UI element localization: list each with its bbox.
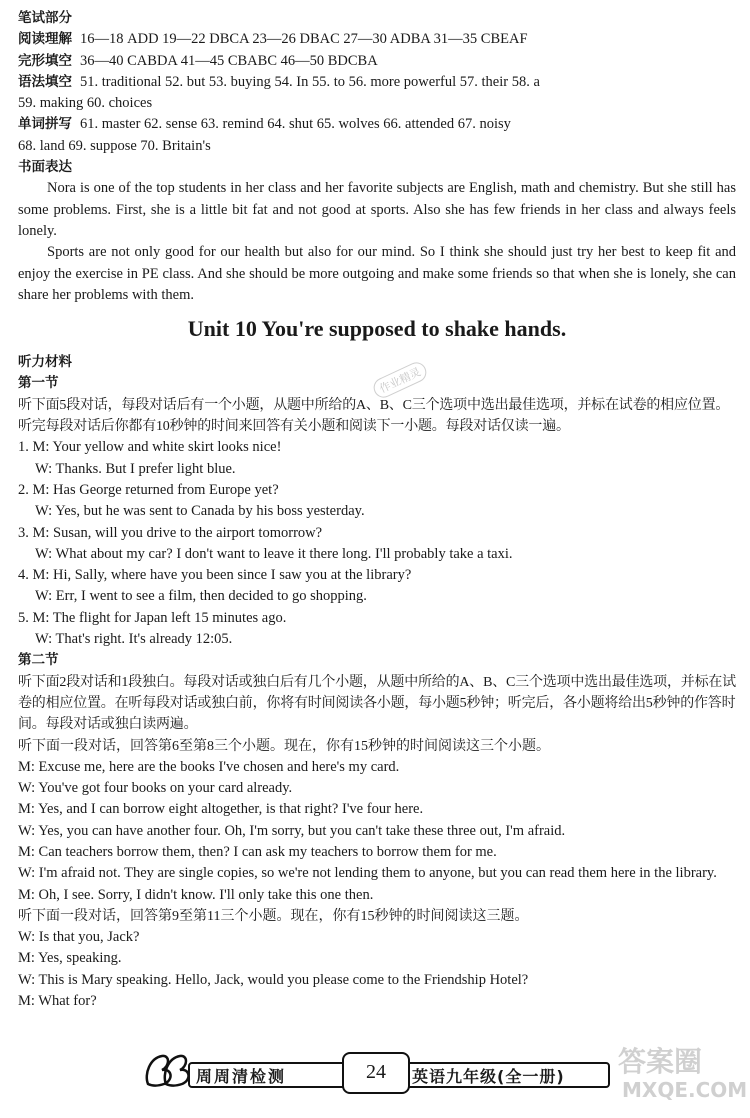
answer-row-reading	[18, 29, 736, 50]
listening-heading: 听力材料	[18, 354, 72, 371]
answer-label: 阅读理解	[18, 31, 72, 48]
watermark-answer-circle: 答案圈	[618, 1045, 703, 1078]
answer-text: 16—18 ADD 19—22 DBCA 23—26 DBAC 27—30 ADBA 31—35 CBEAF	[80, 31, 528, 48]
conv1-line: W: Yes, you can have another four. Oh, I'm sorry, but you can't take these three out, I'm afraid.	[18, 822, 566, 839]
conv1-line: W: You've got four books on your card already.	[18, 780, 293, 797]
dialogue-1-w: W: Thanks. But I prefer light blue.	[35, 460, 236, 477]
footer-series-title: 周周清检测	[196, 1067, 287, 1086]
unit-title: Unit 10 You're supposed to shake hands.	[187, 316, 567, 342]
answer-text: 51. traditional 52. but 53. buying 54. In 55. to 56. more powerful 57. their 58. a	[80, 73, 540, 90]
conv2-line: M: Yes, speaking.	[18, 950, 122, 967]
essay-paragraph: Nora is one of the top students in her class and her favorite subjects are English, math and chemistry. But she still has some problems. First, she is a little bit fat and not good at sports. Also she has few friends in her class and always feels lonely.	[18, 180, 736, 239]
dialogue-4-m: 4. M: Hi, Sally, where have you been since I saw you at the library?	[18, 567, 412, 584]
part1-instructions: 听下面5段对话，每段对话后有一个小题，从题中所给的A、B、C三个选项中选出最佳选项，并标在试卷的相应位置。听完每段对话后你都有10秒钟的时间来回答有关小题和阅读下一小题。每段对话仅读一遍。	[18, 397, 730, 435]
answer-row-grammar-cont: 59. making 60. choices	[18, 95, 153, 112]
answer-label: 语法填空	[18, 73, 72, 90]
answer-row-cloze	[18, 51, 736, 72]
page-content	[18, 8, 736, 1012]
page-number: 24	[366, 1061, 386, 1083]
conv1-line: M: Can teachers borrow them, then? I can ask my teachers to borrow them for me.	[18, 843, 497, 860]
conv1-line: W: I'm afraid not. They are single copies, so we're not lending them to anyone, but you can read them here in the library.	[18, 865, 717, 882]
conv2-line: W: This is Mary speaking. Hello, Jack, would you please come to the Friendship Hotel?	[18, 971, 529, 988]
answer-row-spelling-cont: 68. land 69. suppose 70. Britain's	[18, 137, 211, 154]
conv1-line: M: Yes, and I can borrow eight altogether, is that right? I've four here.	[18, 801, 424, 818]
dialogue-1-m: 1. M: Your yellow and white skirt looks nice!	[18, 439, 282, 456]
dialogue-5-w: W: That's right. It's already 12:05.	[35, 631, 233, 648]
conv2-line: M: What for?	[18, 993, 97, 1010]
dialogue-2-w: W: Yes, but he was sent to Canada by his boss yesterday.	[35, 503, 365, 520]
footer-book-title: 英语九年级(全一册)	[412, 1067, 565, 1086]
dialogue-2-m: 2. M: Has George returned from Europe yet?	[18, 481, 279, 498]
watermark-site: MXQE.COM	[622, 1078, 748, 1102]
section-written-heading: 笔试部分	[18, 10, 72, 26]
dialogue-5-m: 5. M: The flight for Japan left 15 minutes ago.	[18, 609, 287, 626]
answer-row-grammar	[18, 72, 736, 93]
answer-text: 61. master 62. sense 63. remind 64. shut 65. wolves 66. attended 67. noisy	[80, 116, 511, 133]
conv2-line: W: Is that you, Jack?	[18, 929, 140, 946]
answer-label: 单词拼写	[18, 116, 72, 133]
part2-heading: 第二节	[18, 652, 59, 669]
dialogue-3-m: 3. M: Susan, will you drive to the airport tomorrow?	[18, 524, 323, 541]
essay-paragraph: Sports are not only good for our health but also for our mind. So I think she should just try her best to keep fit and enjoy the exercise in PE class. And she should be more outgoing and make some friends so that when she is lonely, she can share her problems with them.	[18, 244, 736, 303]
conv1-intro: 听下面一段对话，回答第6至第8三个小题。现在，你有15秒钟的时间阅读这三个小题。	[18, 738, 550, 754]
page-number-box	[342, 1052, 410, 1094]
watermark-stamp: 作业精灵	[370, 359, 429, 401]
conv1-line: M: Oh, I see. Sorry, I didn't know. I'll only take this one then.	[18, 886, 374, 903]
conv2-intro: 听下面一段对话，回答第9至第11三个小题。现在，你有15秒钟的时间阅读这三题。	[18, 908, 529, 924]
answer-row-spelling	[18, 114, 736, 135]
writing-heading: 书面表达	[18, 159, 72, 176]
dialogue-3-w: W: What about my car? I don't want to leave it there long. I'll probably take a taxi.	[35, 545, 513, 562]
conv1-line: M: Excuse me, here are the books I've chosen and here's my card.	[18, 758, 400, 775]
part1-heading: 第一节	[18, 375, 59, 392]
answer-label: 完形填空	[18, 52, 72, 69]
part2-instructions: 听下面2段对话和1段独白。每段对话或独白后有几个小题，从题中所给的A、B、C三个选项中选出最佳选项，并标在试卷的相应位置。在听每段对话或独白前，你将有时间阅读各小题，每小题5秒钟；听完后，各小题将给出5秒钟的作答时间。每段对话或独白读两遍。	[18, 674, 736, 733]
answer-text: 36—40 CABDA 41—45 CBABC 46—50 BDCBA	[80, 52, 378, 69]
dialogue-4-w: W: Err, I went to see a film, then decided to go shopping.	[35, 588, 367, 605]
page-footer	[140, 1048, 610, 1092]
